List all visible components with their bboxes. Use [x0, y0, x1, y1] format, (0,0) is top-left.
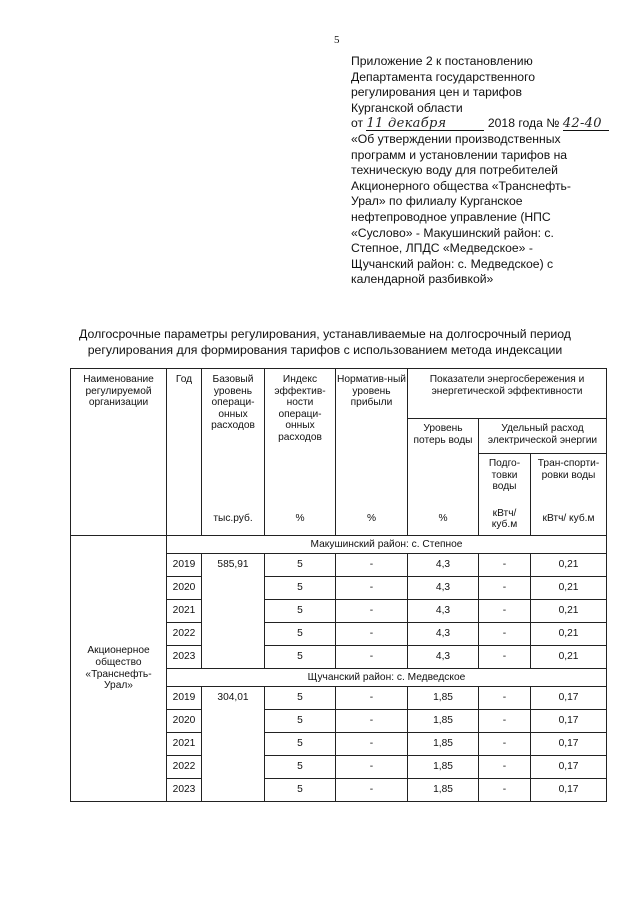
- unit-norm: %: [336, 504, 408, 536]
- cell-prep: -: [479, 600, 531, 623]
- header-base: Базовый уровень операци-онных расходов: [202, 369, 265, 504]
- appendix-title-line: Степное, ЛПДС «Медведское» -: [351, 241, 533, 256]
- cell-prep: -: [479, 779, 531, 802]
- appendix-line: Приложение 2 к постановлению: [351, 54, 533, 68]
- header-energy: Показатели энергосбережения и энергетической эффективности: [408, 369, 607, 419]
- unit-index: %: [265, 504, 336, 536]
- cell-prep: -: [479, 710, 531, 733]
- header-norm: Норматив-ный уровень прибыли: [336, 369, 408, 504]
- cell-prep: -: [479, 646, 531, 669]
- cell-norm: -: [336, 577, 408, 600]
- appendix-title-line: программ и установлении тарифов на: [351, 147, 568, 162]
- cell-transport: 0,17: [531, 710, 607, 733]
- cell-prep: -: [479, 554, 531, 577]
- header-year: Год: [167, 369, 202, 504]
- cell-loss: 4,3: [408, 600, 479, 623]
- heading-line-2: регулирования для формирования тарифов с использованием метода индексации: [87, 343, 563, 357]
- cell-transport: 0,17: [531, 779, 607, 802]
- cell-transport: 0,17: [531, 733, 607, 756]
- cell-loss: 1,85: [408, 687, 479, 710]
- units-blank: [71, 504, 167, 536]
- appendix-title-line: Урал» по филиалу Курганское: [351, 194, 523, 209]
- cell-index: 5: [265, 646, 336, 669]
- cell-norm: -: [336, 623, 408, 646]
- cell-index: 5: [265, 554, 336, 577]
- date-prefix: от: [351, 116, 364, 131]
- cell-norm: -: [336, 733, 408, 756]
- cell-loss: 1,85: [408, 779, 479, 802]
- appendix-line: Курганской области: [351, 100, 463, 115]
- cell-loss: 4,3: [408, 646, 479, 669]
- appendix-title-line: Акционерного общества «Транснефть-: [351, 178, 571, 193]
- cell-year: 2020: [167, 577, 202, 600]
- appendix-title-line: Щучанский район: с. Медведское) с: [351, 256, 554, 271]
- appendix-line: Департамента государственного: [351, 69, 536, 84]
- cell-transport: 0,21: [531, 623, 607, 646]
- cell-transport: 0,21: [531, 646, 607, 669]
- appendix-block: [351, 54, 611, 288]
- regulation-parameters-table: [70, 368, 607, 802]
- cell-transport: 0,21: [531, 554, 607, 577]
- cell-year: 2022: [167, 756, 202, 779]
- cell-loss: 4,3: [408, 623, 479, 646]
- heading-line-1: Долгосрочные параметры регулирования, устанавливаемые на долгосрочный период: [79, 327, 571, 341]
- year-text: 2018 года №: [487, 116, 560, 131]
- header-index: Индекс эффектив-ности операци-онных расходов: [265, 369, 336, 504]
- header-transport: Тран-спорти-ровки воды: [531, 454, 607, 504]
- cell-loss: 1,85: [408, 733, 479, 756]
- cell-base: 304,01: [202, 687, 265, 802]
- cell-index: 5: [265, 623, 336, 646]
- cell-norm: -: [336, 710, 408, 733]
- cell-year: 2021: [167, 733, 202, 756]
- cell-index: 5: [265, 577, 336, 600]
- cell-prep: -: [479, 577, 531, 600]
- appendix-date-line: [351, 116, 611, 132]
- cell-loss: 4,3: [408, 554, 479, 577]
- header-org: Наименование регулируемой организации: [71, 369, 167, 504]
- units-blank: [167, 504, 202, 536]
- cell-loss: 1,85: [408, 756, 479, 779]
- number-handwritten: 42-40: [562, 116, 602, 132]
- appendix-line: регулирования цен и тарифов: [351, 85, 522, 100]
- cell-transport: 0,17: [531, 687, 607, 710]
- unit-loss: %: [408, 504, 479, 536]
- cell-year: 2019: [167, 554, 202, 577]
- cell-norm: -: [336, 600, 408, 623]
- unit-prep: кВтч/ куб.м: [479, 504, 531, 536]
- cell-year: 2023: [167, 646, 202, 669]
- section-title: Макушинский район: с. Степное: [167, 536, 607, 554]
- cell-loss: 1,85: [408, 710, 479, 733]
- cell-norm: -: [336, 779, 408, 802]
- appendix-title-line: «Суслово» - Макушинский район: с.: [351, 225, 554, 240]
- appendix-title-line: «Об утверждении производственных: [351, 131, 561, 146]
- number-handwritten-field: [563, 117, 609, 131]
- cell-transport: 0,17: [531, 756, 607, 779]
- appendix-title-line: нефтепроводное управление (НПС: [351, 209, 551, 224]
- cell-index: 5: [265, 733, 336, 756]
- section-title: Щучанский район: с. Медведское: [167, 669, 607, 687]
- cell-base: 585,91: [202, 554, 265, 669]
- cell-year: 2023: [167, 779, 202, 802]
- cell-year: 2022: [167, 623, 202, 646]
- cell-year: 2020: [167, 710, 202, 733]
- cell-index: 5: [265, 687, 336, 710]
- cell-loss: 4,3: [408, 577, 479, 600]
- unit-transport: кВтч/ куб.м: [531, 504, 607, 536]
- cell-index: 5: [265, 710, 336, 733]
- organization-name: Акционерное общество «Транснефть-Урал»: [71, 536, 167, 802]
- header-specific: Удельный расход электрической энергии: [479, 419, 607, 454]
- cell-prep: -: [479, 687, 531, 710]
- cell-norm: -: [336, 756, 408, 779]
- date-handwritten: 11 декабря: [366, 116, 447, 132]
- cell-transport: 0,21: [531, 600, 607, 623]
- cell-prep: -: [479, 623, 531, 646]
- appendix-title-line: техническую воду для потребителей: [351, 163, 558, 178]
- cell-prep: -: [479, 733, 531, 756]
- cell-index: 5: [265, 756, 336, 779]
- cell-prep: -: [479, 756, 531, 779]
- cell-index: 5: [265, 779, 336, 802]
- cell-norm: -: [336, 646, 408, 669]
- cell-year: 2021: [167, 600, 202, 623]
- page-number: 5: [334, 34, 340, 46]
- cell-norm: -: [336, 554, 408, 577]
- appendix-title-line: календарной разбивкой»: [351, 272, 494, 287]
- cell-index: 5: [265, 600, 336, 623]
- table-heading: [62, 326, 588, 358]
- cell-year: 2019: [167, 687, 202, 710]
- unit-base: тыс.руб.: [202, 504, 265, 536]
- date-handwritten-field: [366, 117, 484, 131]
- cell-norm: -: [336, 687, 408, 710]
- cell-transport: 0,21: [531, 577, 607, 600]
- header-loss: Уровень потерь воды: [408, 419, 479, 504]
- header-prep: Подго-товки воды: [479, 454, 531, 504]
